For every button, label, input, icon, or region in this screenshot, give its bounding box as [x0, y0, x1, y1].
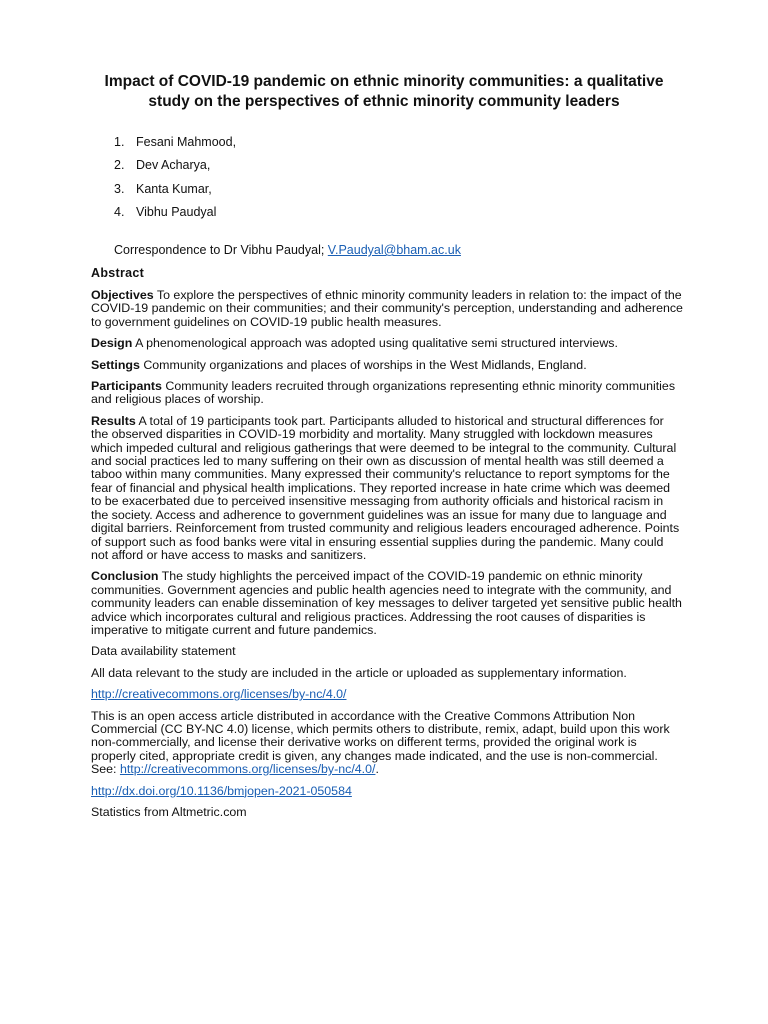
section-label: Conclusion	[91, 569, 159, 584]
license-text-body: This is an open access article distributed in accordance with the Creative Commons Attribution Non Commercial (CC BY-NC 4.0) license, which permits others to distribute, remix, adapt, build upon this work non-commercially, and license their derivative works on different terms, provided the original work is properly cited, appropriate credit is given, any changes made indicated, and the use is non-commercial. See:	[91, 708, 670, 777]
license-link-line	[91, 688, 683, 701]
abstract-design	[91, 337, 683, 350]
section-text: Community organizations and places of worships in the West Midlands, England.	[139, 357, 587, 372]
author-list	[114, 131, 236, 224]
section-text: A phenomenological approach was adopted using qualitative semi structured interviews.	[132, 336, 618, 351]
abstract-settings	[91, 359, 683, 372]
author-item	[114, 131, 236, 154]
doi-link[interactable]: http://dx.doi.org/10.1136/bmjopen-2021-050584	[91, 783, 352, 798]
author-number: 4.	[114, 204, 125, 219]
data-availability-heading: Data availability statement	[91, 644, 236, 659]
author-item	[114, 178, 236, 201]
license-inline-link[interactable]: http://creativecommons.org/licenses/by-nc/4.0/	[119, 762, 376, 777]
abstract-participants	[91, 380, 683, 407]
section-label: Design	[91, 336, 133, 351]
doi-link-line	[91, 785, 683, 798]
author-name: Kanta Kumar,	[136, 181, 212, 196]
section-label: Objectives	[91, 288, 154, 302]
license-link[interactable]: http://creativecommons.org/licenses/by-nc/4.0/	[91, 687, 347, 702]
author-name: Fesani Mahmood,	[136, 135, 237, 149]
abstract-body	[91, 265, 683, 827]
author-item	[114, 154, 236, 177]
abstract-heading: Abstract	[91, 266, 145, 280]
abstract-objectives	[91, 289, 683, 329]
section-text: Community leaders recruited through organizations representing ethnic minority communities and religious places of worship.	[91, 379, 676, 407]
author-number: 1.	[114, 135, 125, 149]
license-text	[91, 710, 683, 777]
correspondence-text: Correspondence to Dr Vibhu Paudyal;	[114, 243, 328, 257]
statistics-line: Statistics from Altmetric.com	[91, 805, 247, 819]
abstract-results	[91, 415, 683, 562]
license-text-end: .	[375, 762, 379, 777]
section-label: Participants	[91, 379, 162, 394]
correspondence-line	[114, 242, 461, 258]
abstract-conclusion	[91, 570, 683, 637]
section-text: To explore the perspectives of ethnic minority community leaders in relation to: the impact of the COVID-19 pandemic on their communities; and their community's perception, understanding and adherence to government guidelines on COVID-19 public health measures.	[91, 288, 683, 329]
correspondence-email-link[interactable]: V.Paudyal@bham.ac.uk	[327, 243, 461, 257]
data-availability-text: All data relevant to the study are included in the article or uploaded as supplementary information.	[91, 665, 627, 680]
author-name: Dev Acharya,	[136, 158, 211, 173]
author-name: Vibhu Paudyal	[136, 204, 217, 219]
section-text: The study highlights the perceived impact of the COVID-19 pandemic on ethnic minority communities. Government agencies and public health agencies need to integrate with the community, and community leaders can enable dissemination of key messages to deliver targeted yet sensitive public health advice which incorporates cultural and religious practices. Addressing the root causes of disparities is imperative to mitigate current and future pandemics.	[91, 569, 682, 637]
section-text: A total of 19 participants took part. Participants alluded to historical and structural differences for the observed disparities in COVID-19 morbidity and mortality. Many struggled with lockdown measures which impeded cultural and religious gatherings that were deemed to be integral to the community. Cultural and social practices led to many suffering on their own as discussion of mental health was still deemed a taboo within many communities. Many expressed their community's reluctance to report symptoms for the fear of financial and physical health implications. They reported increase in hate crime which was deemed to be exacerbated due to perceived insensitive messaging from authority officials and historical racism in the society. Access and adherence to government guidelines was an issue for many due to language and digital barriers. Reinforcement from trusted community and religious leaders encouraged adherence. Points of support such as food banks were vital in ensuring essential supplies during the pandemic. Many could not afford or have access to masks and sanitizers.	[91, 413, 680, 562]
author-number: 2.	[114, 158, 125, 173]
paper-title: Impact of COVID-19 pandemic on ethnic minority communities: a qualitative study on the perspectives of ethnic minority community leaders	[104, 73, 664, 110]
author-item	[114, 201, 236, 224]
section-label: Settings	[91, 357, 140, 372]
section-label: Results	[91, 413, 136, 428]
author-number: 3.	[114, 181, 125, 196]
